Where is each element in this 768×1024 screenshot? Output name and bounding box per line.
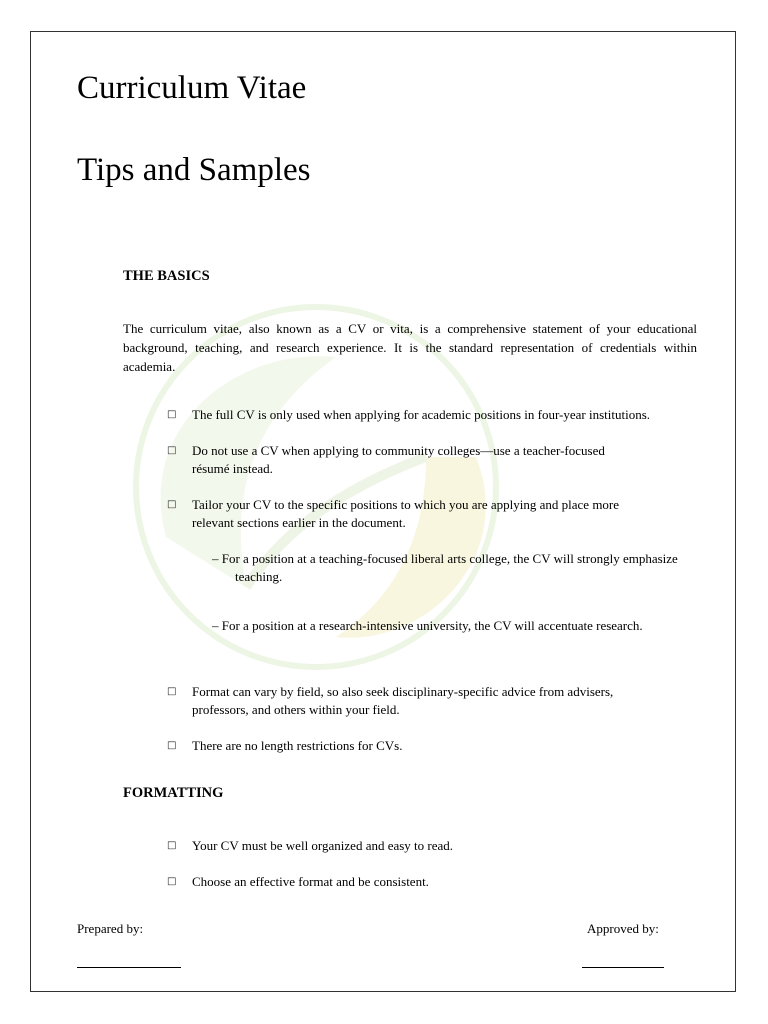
section-heading-basics: THE BASICS [123, 268, 210, 284]
list-item [167, 873, 677, 891]
list-item [167, 442, 677, 478]
bullet-icon: □ [167, 409, 177, 420]
list-item [167, 496, 677, 532]
bullet-icon: □ [167, 445, 177, 456]
title-line-1: Curriculum Vitae [77, 70, 307, 106]
list-item-text: There are no length restrictions for CVs. [192, 738, 403, 753]
sub-item-teaching-college: – For a position at a teaching-focused liberal arts college, the CV will strongly emphasize teaching. [212, 551, 678, 584]
list-item-text: Your CV must be well organized and easy to read. [192, 838, 454, 853]
sub-item-research-university: – For a position at a research-intensive university, the CV will accentuate research. [212, 618, 643, 633]
list-item [167, 683, 677, 719]
list-item-text: Tailor your CV to the specific positions to which you are applying and place more relevant sections earlier in the document. [192, 497, 620, 530]
prepared-by-signature-line [77, 967, 181, 968]
bullet-icon: □ [167, 840, 177, 851]
bullet-icon: □ [167, 686, 177, 697]
basics-intro-paragraph: The curriculum vitae, also known as a CV or vita, is a comprehensive statement of your educational background, teaching, and research experience. It is the standard representation of credentials within academia. [123, 321, 697, 374]
bullet-icon: □ [167, 876, 177, 887]
list-item [167, 837, 677, 855]
title-line-2: Tips and Samples [77, 152, 311, 188]
bullet-icon: □ [167, 740, 177, 751]
list-item [167, 406, 677, 424]
list-item-text: Choose an effective format and be consistent. [192, 874, 429, 889]
list-item-text: Do not use a CV when applying to community colleges—use a teacher-focused résumé instead. [192, 443, 605, 476]
approved-by-signature-line [582, 967, 664, 968]
section-heading-formatting: FORMATTING [123, 785, 224, 801]
list-item-text: Format can vary by field, so also seek disciplinary-specific advice from advisers, professors, and others within your field. [192, 684, 614, 717]
list-item [167, 737, 677, 755]
list-item-text: The full CV is only used when applying for academic positions in four-year institutions. [192, 407, 651, 422]
approved-by-label: Approved by: [587, 921, 659, 936]
document-page [30, 31, 736, 992]
prepared-by-label: Prepared by: [77, 921, 144, 936]
bullet-icon: □ [167, 499, 177, 510]
